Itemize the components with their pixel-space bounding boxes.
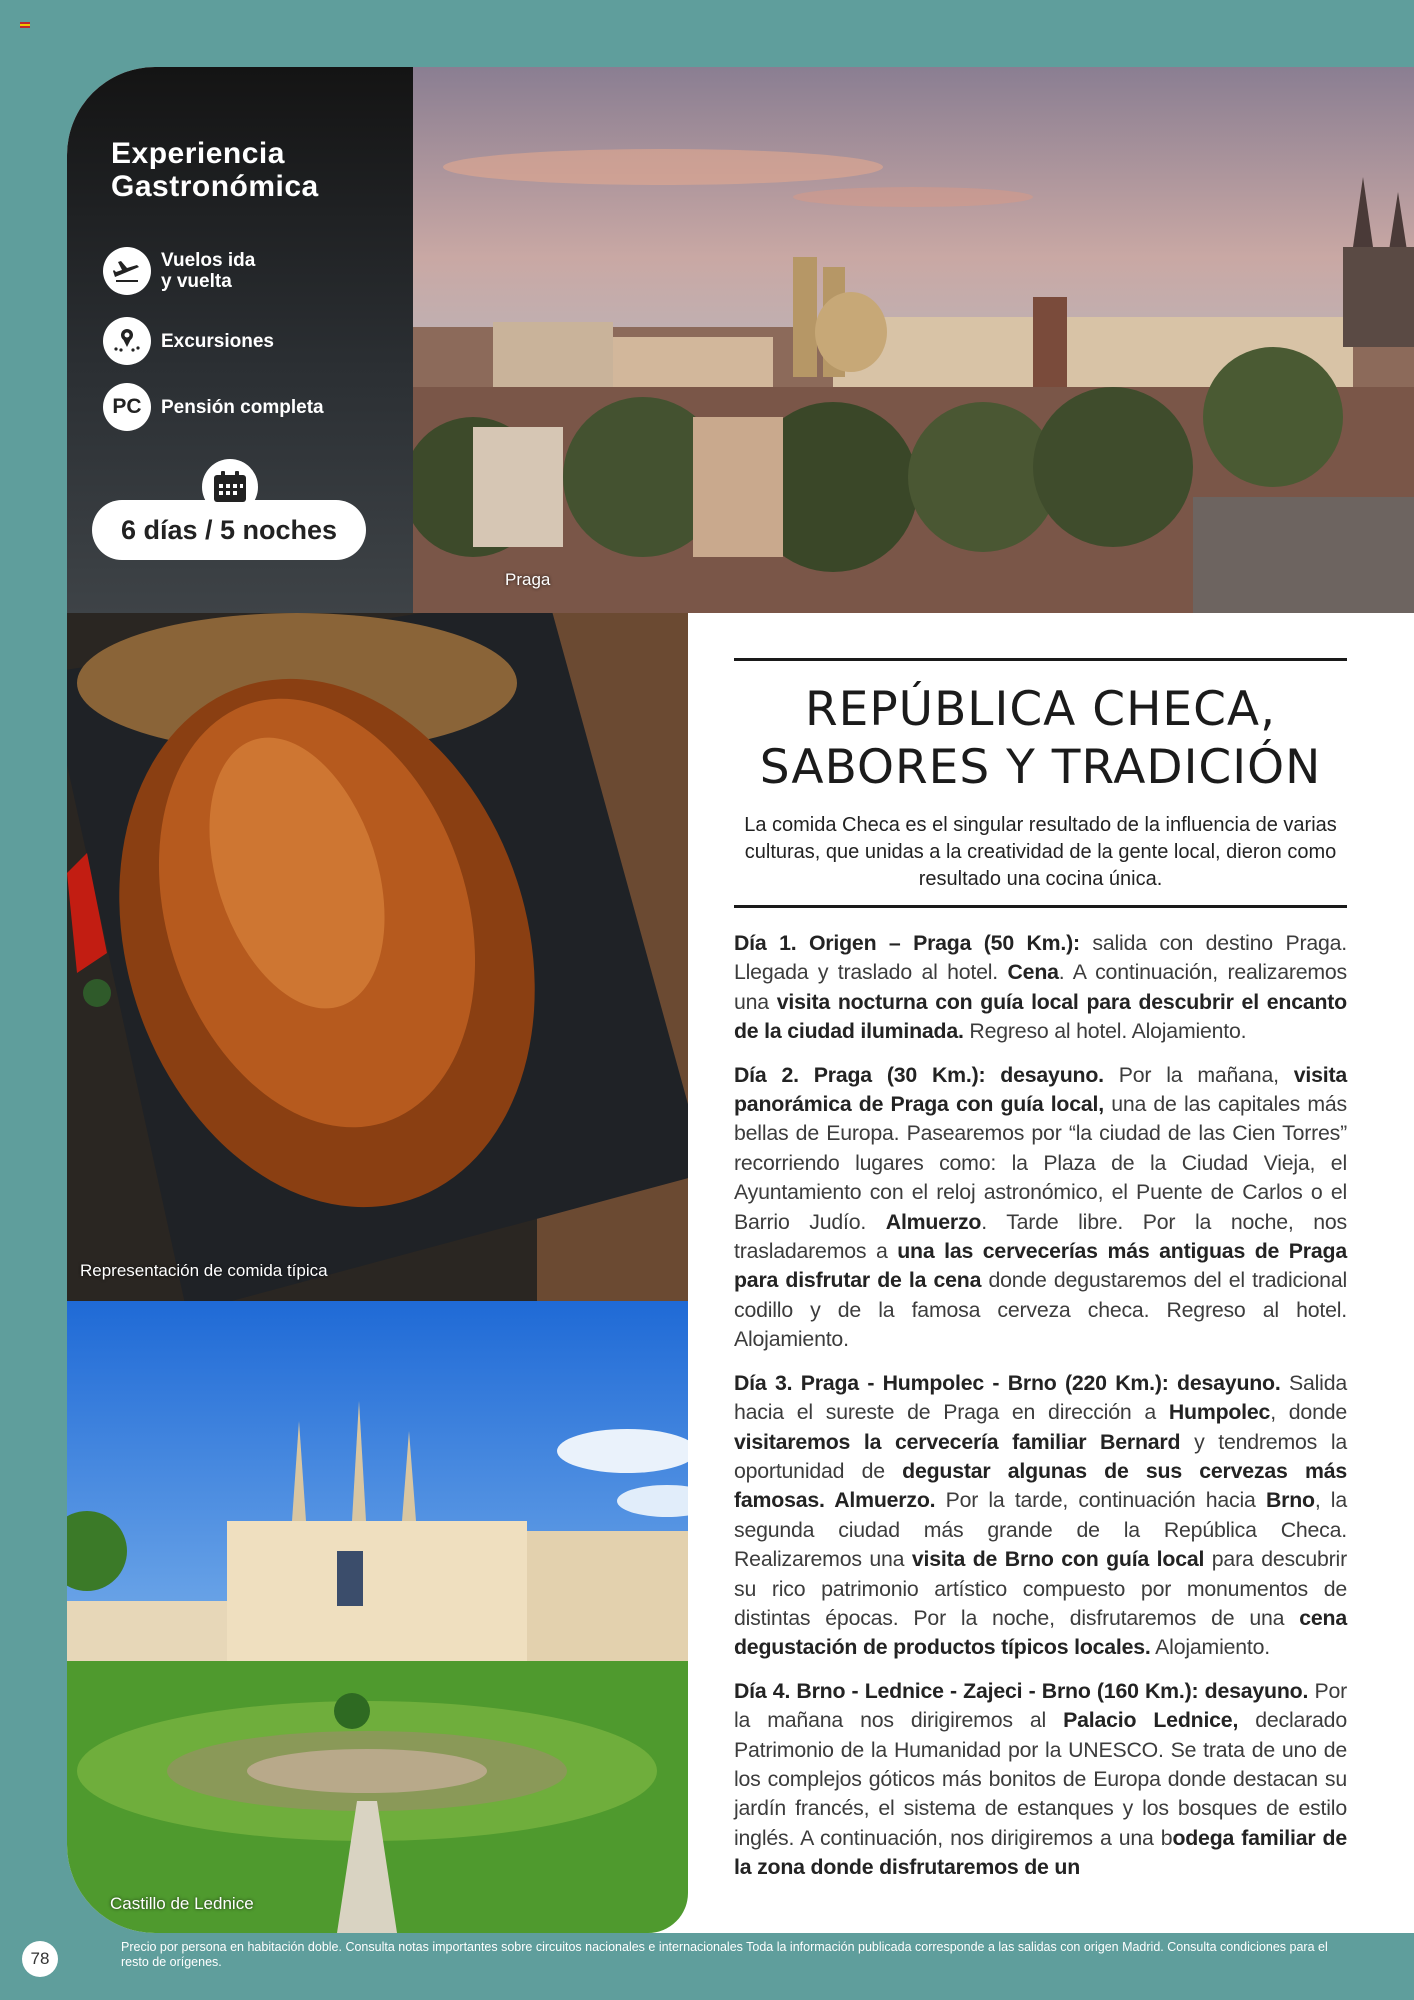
article-title: REPÚBLICA CHECA, SABORES Y TRADICIÓN [759, 682, 1322, 795]
map-pin-icon [103, 317, 151, 365]
day-4-paragraph: Día 4. Brno - Lednice - Zajeci - Brno (160 Km.): desayuno. Por la mañana nos dirigiremos al Palacio Lednice, declarado Patrimonio de la Humanidad por la UNESCO. Se trata de uno de los complejos góticos más bonitos de Europa donde destacan su jardín francés, el sistema de estanques y los bosques de estilo inglés. A continuación, nos dirigiremos a una bodega familiar de la zona donde disfrutaremos de un [734, 1678, 1348, 1880]
prague-photo [413, 67, 1414, 613]
language-flag-icon [20, 22, 30, 28]
article-intro: La comida Checa es el singular resultado de la influencia de varias culturas, que unidas a la creatividad de la gente local, dieron como resultado una cocina única. [744, 814, 1337, 890]
bottom-rule [734, 905, 1347, 908]
page-card [67, 67, 1414, 1933]
calendar-icon [202, 459, 258, 515]
pc-icon: PC [103, 383, 151, 431]
duration-badge: 6 días / 5 noches [92, 500, 366, 560]
day-3-paragraph: Día 3. Praga - Humpolec - Brno (220 Km.): desayuno. Salida hacia el sureste de Praga en dirección a Humpolec, donde visitaremos la cervecería familiar Bernard y tendremos la oportunidad de degustar algunas de sus cervezas más famosas. Almuerzo. Por la tarde, continuación hacia Brno, la segunda ciudad más grande de la República Checa. Realizaremos una visita de Brno con guía local para descubrir su rico patrimonio artístico compuesto por monumentos de distintas épocas. Por la noche, disfrutaremos de una cena degustación de productos típicos locales. Alojamiento. [734, 1370, 1348, 1660]
feature-flights: Vuelos ida y vuelta [103, 247, 255, 295]
food-photo [67, 613, 688, 1301]
photo-caption-praga: Praga [505, 570, 551, 589]
itinerary-text [734, 929, 1347, 1897]
photo-caption-food: Representación de comida típica [80, 1261, 328, 1280]
experience-title: Experiencia Gastronómica [111, 137, 319, 203]
day-2-paragraph: Día 2. Praga (30 Km.): desayuno. Por la mañana, visita panorámica de Praga con guía local, una de las capitales más bellas de Europa. Pasearemos por “la ciudad de las Cien Torres” recorriendo lugares como: la Plaza de la Ciudad Vieja, el Ayuntamiento con el reloj astronómico, el Puente de Carlos o el Barrio Judío. Almuerzo. Tarde libre. Por la noche, nos trasladaremos a una las cervecerías más antiguas de Praga para disfrutar de la cena donde degustaremos del el tradicional codillo y de la famosa cerveza checa. Regreso al hotel. Alojamiento. [734, 1062, 1348, 1352]
trip-info-panel [67, 67, 413, 613]
photo-caption-castle: Castillo de Lednice [110, 1894, 254, 1913]
footer-note: Precio por persona en habitación doble. Consulta notas importantes sobre circuitos nacionales e internacionales Toda la información publicada corresponde a las salidas con origen Madrid. Consulta condiciones para el resto de orígenes. [121, 1940, 1328, 1969]
castle-photo [67, 1301, 688, 1933]
top-rule [734, 658, 1347, 661]
page-number: 78 [22, 1941, 58, 1977]
day-1-paragraph: Día 1. Origen – Praga (50 Km.): salida con destino Praga. Llegada y traslado al hotel. Cena. A continuación, realizaremos una visita nocturna con guía local para descubrir el encanto de la ciudad iluminada. Regreso al hotel. Alojamiento. [734, 931, 1348, 1044]
plane-icon [103, 247, 151, 295]
feature-excursions: Excursiones [103, 317, 274, 365]
feature-full-board: PC Pensión completa [103, 383, 324, 431]
